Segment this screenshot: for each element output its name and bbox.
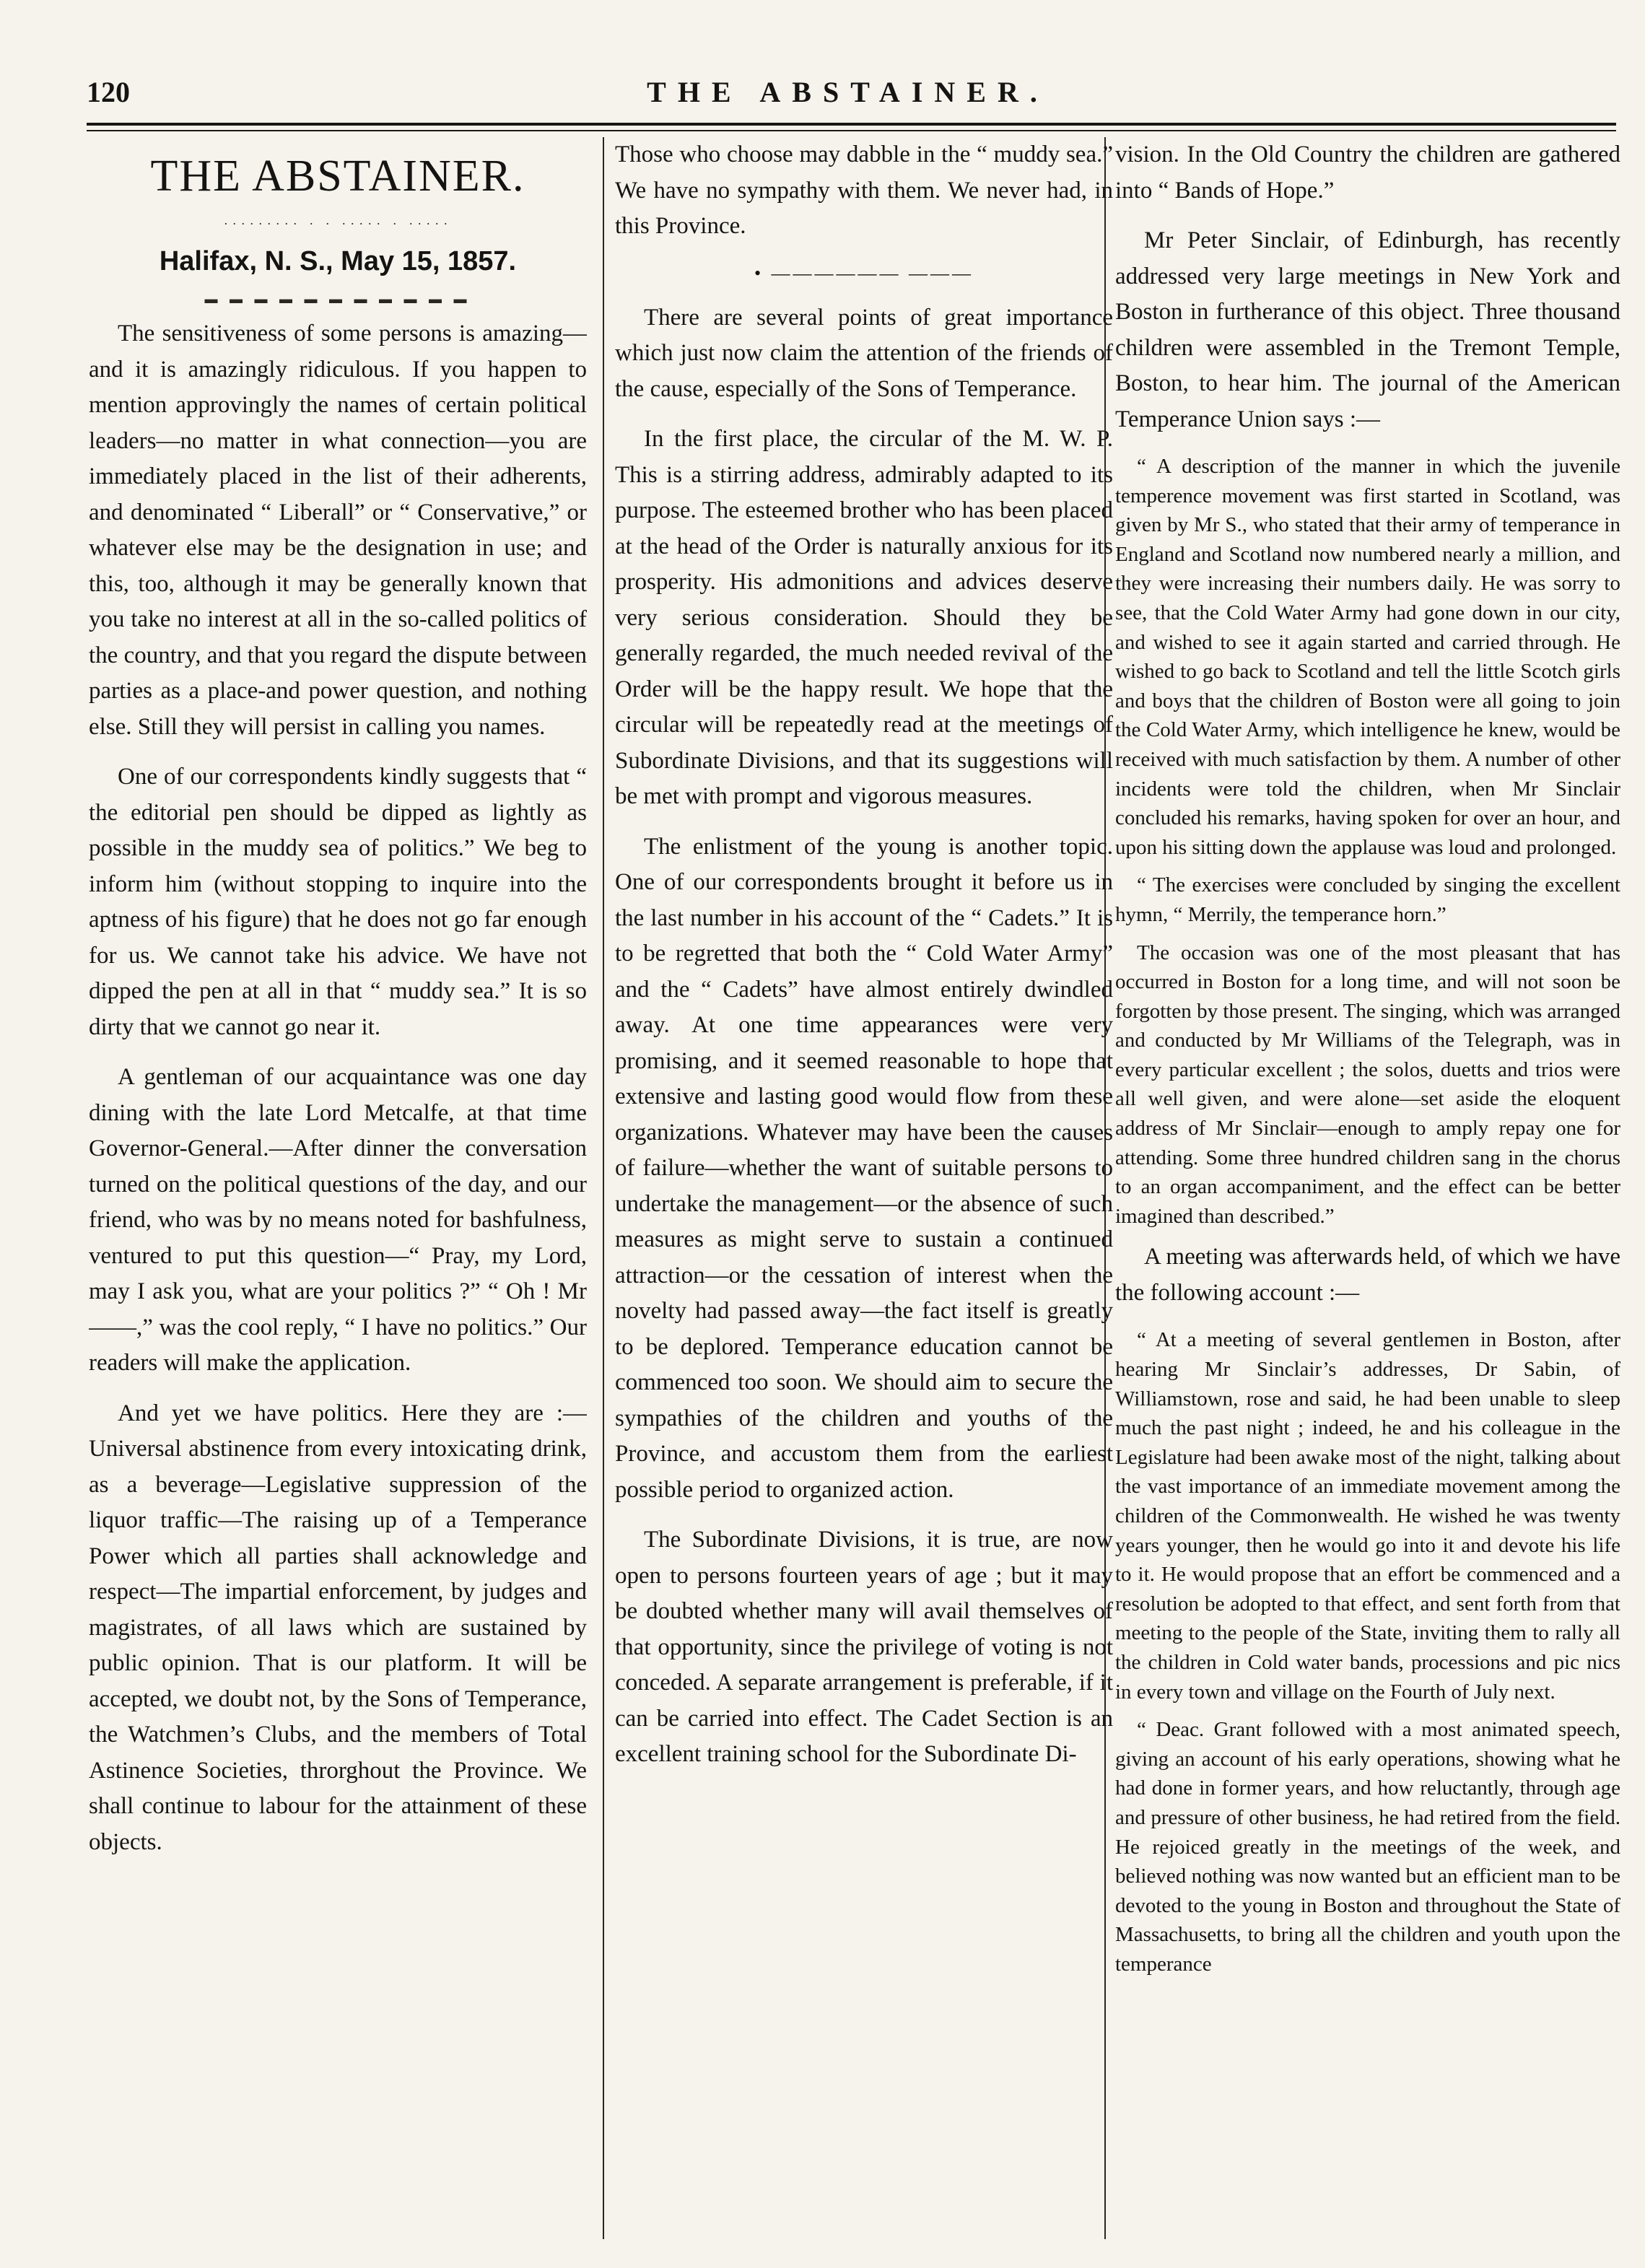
- quote-paragraph: The occasion was one of the most pleasant that has occurred in Boston for a long time, and will not soon be forgotten by those present. The singing, which was arranged and conducted by Mr Williams of the Telegraph, was in every particular excellent ; the solos, duetts and trios were all well given, and were alone—set aside the eloquent address of Mr Sinclair—enough to amply repay one for attending. Some three hundred children sang in the chorus to an organ accompaniment, and the effect can be better imagined than described.”: [1115, 941, 1620, 1228]
- article-paragraph: The enlistment of the young is another topic. One of our correspondents brought it before us in the last number in his account of the “ Cadets.” It is to be regretted that both the “ Cold Water Army” and the “ Cadets” have almost entirely dwindled away. At one time appearances were very promising, and it seemed reasonable to hope that extensive and lasting good would flow from these organizations. Whatever may have been the causes of failure—whether the want of suitable persons to undertake the management—or the absence of such measures as might serve to sustain a continued attraction—or the cessation of interest when the novelty had passed away—the fact itself is greatly to be deplored. Temperance education cannot be commenced too soon. We should aim to secure the sympathies of the children and youths of the Province, and accustom them from the earliest possible period to organized action.: [615, 833, 1113, 1503]
- article-paragraph: There are several points of great importance which just now claim the attention of the friends of the cause, especially of the Sons of Temperance.: [615, 304, 1113, 402]
- section-separator: • —————— ———: [754, 262, 974, 284]
- masthead-ornament: ········· · · ····· · ·····: [223, 217, 453, 231]
- article-paragraph: Those who choose may dabble in the “ muddy sea.” We have no sympathy with them. We never had, in this Province.: [615, 141, 1113, 239]
- header-rule: [87, 123, 1616, 126]
- quote-paragraph: “ A description of the manner in which the juvenile temperence movement was first started in Scotland, was given by Mr S., who stated that their army of temperance in England and Scotland now numbered nearly a million, and they were increasing their numbers daily. He was sorry to see, that the Cold Water Army had gone down in our city, and wished to see it again started and carried through. He wished to go back to Scotland and tell the little Scotch girls and boys that the children of Boston were all going to join the Cold Water Army, which intelligence he knew, would be received with much satisfaction by them. A number of other incidents were told the children, when Mr Sinclair concluded his remarks, having spoken for over an hour, and upon his sitting down the applause was loud and prolonged.: [1115, 455, 1620, 859]
- column-divider-1: [603, 137, 604, 2239]
- quote-paragraph: “ At a meeting of several gentlemen in Boston, after hearing Mr Sinclair’s addresses, Dr Sabin, of Williamstown, rose and said, he had been unable to sleep much the past night ; indeed, he and his colleague in the Legislature had been awake most of the night, talking about the vast importance of an immediate movement among the children of the Commonwealth. He wished he was twenty years younger, then he would go into it and devote his life to it. He would propose that an effort be commenced and a resolution be adopted to that effect, and sent forth from that meeting to the people of the State, inviting them to rally all the children in Cold water bands, processions and pic nics in every town and village on the Fourth of July next.: [1115, 1328, 1620, 1704]
- article-paragraph: A meeting was afterwards held, of which we have the following account :—: [1115, 1244, 1620, 1306]
- article-paragraph: vision. In the Old Country the children are gathered into “ Bands of Hope.”: [1115, 141, 1620, 204]
- quote-paragraph: “ The exercises were concluded by singing the excellent hymn, “ Merrily, the temperance horn.”: [1115, 873, 1620, 926]
- column-2: [615, 137, 1113, 2239]
- article-paragraph: A gentleman of our acquaintance was one day dining with the late Lord Metcalfe, at that time Governor-General.—After dinner the conversation turned on the political questions of the day, and our friend, who was by no means noted for bashfulness, ventured to put this question—“ Pray, my Lord, may I ask you, what are your politics ?” “ Oh ! Mr ——,” was the cool reply, “ I have no politics.” Our readers will make the application.: [89, 1064, 587, 1376]
- article-paragraph: In the first place, the circular of the M. W. P. This is a stirring address, admirably adapted to its purpose. The esteemed brother who has been placed at the head of the Order is naturally anxious for its prosperity. His admonitions and advices deserve very serious consideration. Should they be generally regarded, the much needed revival of the Order will be the happy result. We hope that the circular will be repeatedly read at the meetings of Subordinate Divisions, and that its suggestions will be met with prompt and vigorous measures.: [615, 426, 1113, 809]
- header-rule-thin: [87, 130, 1616, 131]
- article-paragraph: And yet we have politics. Here they are :—Universal abstinence from every intoxicating drink, as a beverage—Legislative suppression of the liquor traffic—The raising up of a Temperance Power which all parties shall acknowledge and respect—The impartial enforcement, by judges and magistrates, of all laws which are sustained by public opinion. That is our platform. It will be accepted, we doubt not, by the Sons of Temperance, the Watchmen’s Clubs, and the members of Total Astinence Societies, throrghout the Province. We shall continue to labour for the attainment of these objects.: [89, 1400, 587, 1855]
- column-1: [89, 137, 587, 2239]
- article-paragraph: The sensitiveness of some persons is amazing—and it is amazingly ridiculous. If you happen to mention approvingly the names of certain political leaders—no matter in what connection—you are immediately placed in the list of their adherents, and denominated “ Liberall” or “ Conservative,” or whatever else may be the designation in use; and this, too, although it may be generally known that you take no interest at all in the so-called politics of the country, and that you regard the dispute between parties as a place-and power question, and nothing else. Still they will persist in calling you names.: [89, 320, 587, 740]
- running-head: [87, 69, 1609, 113]
- running-title: THE ABSTAINER.: [647, 76, 1049, 108]
- dateline: Halifax, N. S., May 15, 1857.: [159, 246, 517, 276]
- masthead-title: THE ABSTAINER.: [150, 152, 525, 201]
- dateline-rule: ▬ ▬ ▬ ▬ ▬ ▬ ▬ ▬ ▬ ▬ ▬: [204, 292, 471, 306]
- page-number: 120: [87, 76, 130, 108]
- quoted-report-2: [1115, 1325, 1620, 1979]
- article-paragraph: Mr Peter Sinclair, of Edinburgh, has recently addressed very large meetings in New York and Boston in furtherance of this object. Three thousand children were assembled in the Tremont Temple, Boston, to hear him. The journal of the American Temperance Union says :—: [1115, 227, 1620, 432]
- quote-paragraph: “ Deac. Grant followed with a most animated speech, giving an account of his early operations, showing what he had done in former years, and how reluctantly, through age and pressure of other business, he had retired from the field. He rejoiced greatly in the meetings of the week, and believed nothing was now wanted but an efficient man to be devoted to the young in Boston and throughout the State of Massachusetts, to bring all the children and youth upon the temperance: [1115, 1718, 1620, 1976]
- article-paragraph: The Subordinate Divisions, it is true, are now open to persons fourteen years of age ; but it may be doubted whether many will avail themselves of that opportunity, since the privilege of voting is not conceded. A separate arrangement is preferable, if it can be carried into effect. The Cadet Section is an excellent training school for the Subordinate Di-: [615, 1527, 1113, 1767]
- column-3: [1115, 137, 1620, 2239]
- quoted-report-1: [1115, 452, 1620, 1231]
- article-paragraph: One of our correspondents kindly suggests that “ the editorial pen should be dipped as lightly as possible in the muddy sea of politics.” We beg to inform him (without stopping to inquire into the aptness of his figure) that he does not go far enough for us. We cannot take his advice. We have not dipped the pen at all in that “ muddy sea.” It is so dirty that we cannot go near it.: [89, 764, 587, 1040]
